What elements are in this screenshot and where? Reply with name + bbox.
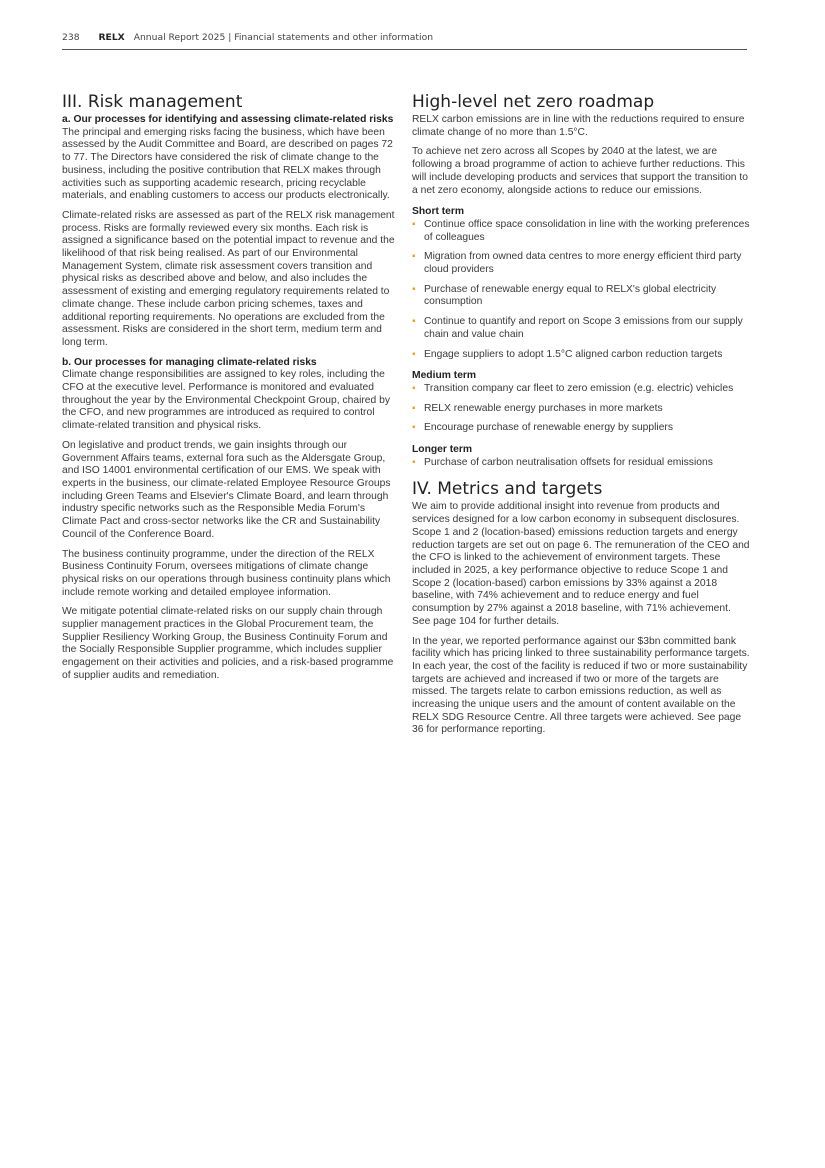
bullet-icon: ▪ [412, 283, 416, 295]
list-item: ▪ Continue office space consolidation in line with the working preferences of colleagues [412, 218, 750, 243]
paragraph: In the year, we reported performance against our $3bn committed bank facility which has pricing linked to three sustainability performance targets. In each year, the cost of the facility is reduced if two or more sustainability targets are achieved and increased if two or more of the targets are missed. The targets relate to carbon emissions reduction, as well as increasing the unique users and the amount of content available on the RELX SDG Resource Centre. All three targets were achieved. See page 36 for performance reporting. [412, 635, 750, 736]
list-item: ▪ Encourage purchase of renewable energy by suppliers [412, 422, 673, 434]
bullet-icon: ▪ [412, 316, 416, 328]
subheading-a: a. Our processes for identifying and assessing climate-related risks [62, 114, 394, 125]
paragraph: Climate change responsibilities are assigned to key roles, including the CFO at the executive level. Performance is monitored and evaluated throughout the year by the Environmental Checkpoint Group, chaired by the CFO, and new programmes are introduced as required to control climate-related transition and physical risks. [62, 369, 390, 432]
brand-name: RELX [98, 32, 125, 43]
list-item: ▪ Migration from owned data centres to more energy efficient third party cloud providers [412, 251, 742, 276]
metrics-targets-heading: IV. Metrics and targets [412, 479, 603, 500]
header-title: Annual Report 2025 | Financial statements and other information [133, 32, 434, 43]
list-item: ▪ Purchase of renewable energy equal to RELX's global electricity consumption [412, 283, 717, 308]
paragraph: To achieve net zero across all Scopes by 2040 at the latest, we are following a broad programme of action to achieve further reductions. This will include developing products and services that support the transition to a net zero economy, alongside actions to reduce our emissions. [412, 146, 748, 196]
paragraph: We aim to provide additional insight into revenue from products and services designed for a low carbon economy in subsequent disclosures. Scope 1 and 2 (location-based) emissions reduction targets and energy reduction targets are set out on page 6. The remuneration of the CEO and the CFO is linked to the achievement of environment targets. These included in 2025, a key performance objective to reduce Scope 1 and Scope 2 (location-based) carbon emissions by 33% against a 2018 baseline, with 74% achievement and to reduce energy and fuel consumption by 27% against a 2018 baseline, with 71% achievement. See page 104 for further details. [412, 501, 750, 627]
medium-term-list [412, 383, 750, 435]
paragraph: We mitigate potential climate-related risks on our supply chain through supplier management practices in the Global Procurement team, the Supplier Resiliency Working Group, the Business Continuity Forum and the Socially Responsible Supplier programme, which includes supplier engagement on their activities and policies, and a risk-based programme of supplier audits and remediation. [62, 606, 394, 681]
list-item: ▪ Engage suppliers to adopt 1.5°C aligned carbon reduction targets [412, 348, 723, 360]
paragraph: Climate-related risks are assessed as part of the RELX risk management process. Risks are formally reviewed every six months. Each risk is assigned a significance based on the potential impact to revenue and the likelihood of that risk being realised. As part of our Environmental Management System, climate risk assessment covers transition and physical risks as described above and below, and also includes the assessment of existing and emerging regulatory requirements related to climate change. These include carbon pricing schemes, taxes and additional reporting requirements. No operations are excluded from the assessment. Risks are considered in the short term, medium term and long term. [62, 209, 395, 348]
page-header [62, 32, 747, 50]
right-column [412, 92, 750, 744]
paragraph: On legislative and product trends, we gain insights through our Government Affairs teams, external fora such as the Aldersgate Group, and ISO 14001 environmental certification of our EMS. We speak with experts in the business, our climate-related Employee Resource Groups including Green Teams and Elsevier's Climate Board, and learn through industry specific networks such as the Responsible Media Forum's Climate Pact and cross-sector networks like the CR and Sustainability Council of the Conference Board. [62, 439, 391, 540]
short-term-label: Short term [412, 206, 465, 218]
short-term-list [412, 219, 750, 361]
page-number: 238 [62, 32, 80, 43]
paragraph: The principal and emerging risks facing the business, which have been assessed by the Audit Committee and Board, are described on pages 72 to 77. The Directors have considered the risk of climate change to the business, including the positive contribution that RELX makes through activities such as supporting academic research, pricing recyclable materials, and enabling customers to access our products electronically. [62, 126, 393, 202]
risk-management-heading: III. Risk management [62, 92, 243, 112]
bullet-icon: ▪ [412, 382, 416, 394]
paragraph: RELX carbon emissions are in line with the reductions required to ensure climate change of no more than 1.5°C. [412, 114, 745, 138]
subheading-b: b. Our processes for managing climate-related risks [62, 356, 317, 368]
left-column [62, 92, 400, 690]
bullet-icon: ▪ [412, 402, 416, 414]
list-item: ▪ Purchase of carbon neutralisation offsets for residual emissions [412, 456, 713, 468]
bullet-icon: ▪ [412, 218, 416, 230]
bullet-icon: ▪ [412, 348, 416, 360]
longer-term-label: Longer term [412, 444, 473, 456]
net-zero-roadmap-heading: High-level net zero roadmap [412, 92, 655, 112]
bullet-icon: ▪ [412, 251, 416, 263]
list-item: ▪ Transition company car fleet to zero emission (e.g. electric) vehicles [412, 382, 734, 394]
list-item: ▪ Continue to quantify and report on Scope 3 emissions from our supply chain and value chain [412, 316, 743, 340]
list-item: ▪ RELX renewable energy purchases in more markets [412, 402, 663, 414]
medium-term-label: Medium term [412, 370, 477, 382]
paragraph: The business continuity programme, under the direction of the RELX Business Continuity Forum, oversees mitigations of climate change physical risks on our operations through business continuity plans which include remote working and detailed employee information. [62, 548, 391, 598]
bullet-icon: ▪ [412, 456, 416, 468]
longer-term-list [412, 457, 750, 470]
bullet-icon: ▪ [412, 422, 416, 434]
